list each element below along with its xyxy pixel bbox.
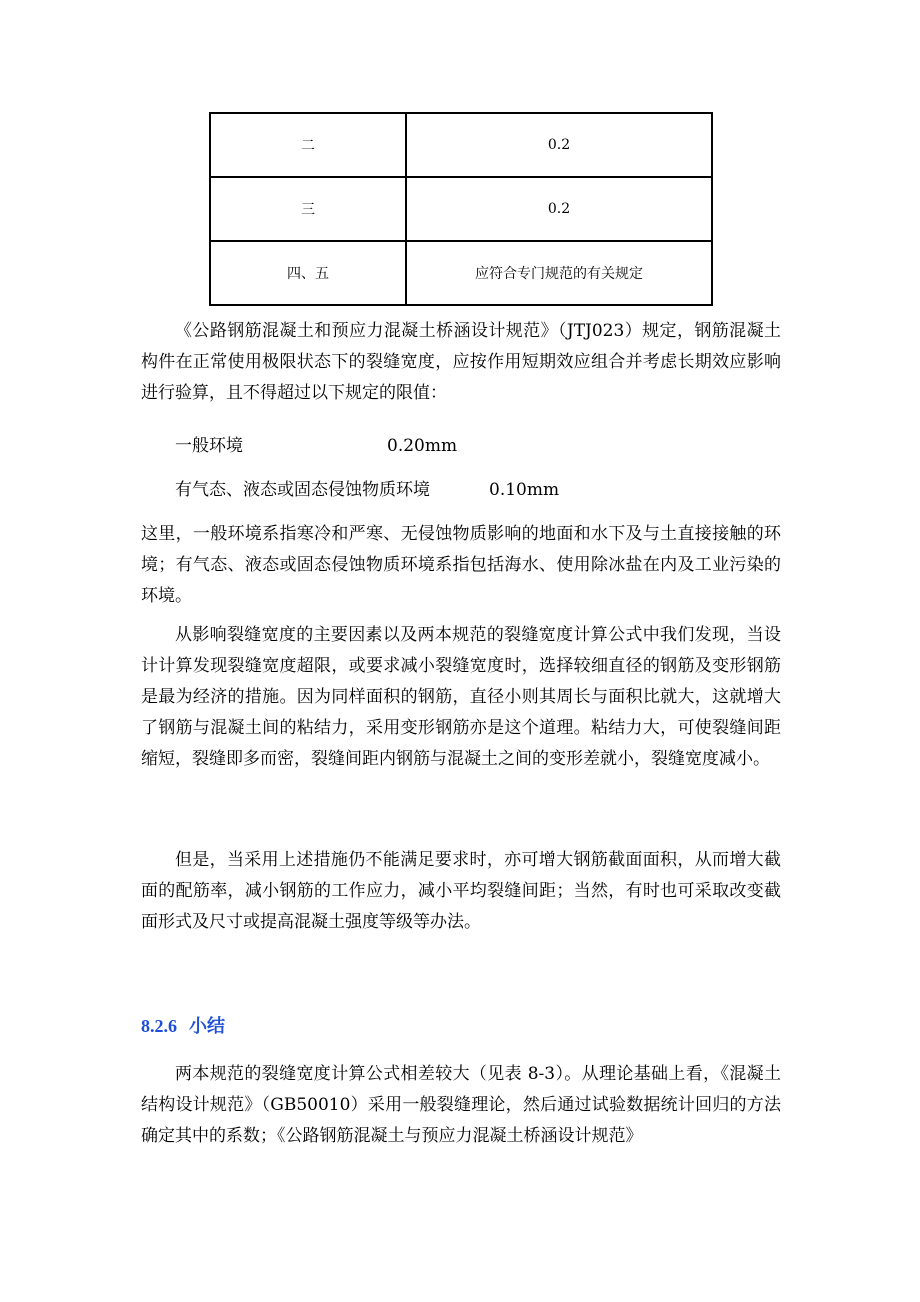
limit-label: 有气态、液态或固态侵蚀物质环境 bbox=[175, 480, 430, 500]
table-cell-limit: 0.2 bbox=[406, 177, 712, 241]
table-row bbox=[210, 241, 712, 305]
paragraph-additional-measures: 但是，当采用上述措施仍不能满足要求时，亦可增大钢筋截面面积，从而增大截面的配筋率，减小钢筋的工作应力，减小平均裂缝间距；当然，有时也可采取改变截面形式及尺寸或提高混凝土强度等级等办法。 bbox=[141, 850, 781, 932]
table-cell-grade: 四、五 bbox=[210, 241, 406, 305]
limit-corrosive-environment bbox=[175, 475, 560, 506]
crack-limit-table bbox=[209, 112, 713, 306]
limit-label: 一般环境 bbox=[175, 436, 243, 456]
table-row bbox=[210, 113, 712, 177]
table-row bbox=[210, 177, 712, 241]
section-heading bbox=[141, 1012, 225, 1038]
paragraph-environment-definition: 这里，一般环境系指寒冷和严寒、无侵蚀物质影响的地面和水下及与土直接接触的环境；有气态、液态或固态侵蚀物质环境系指包括海水、使用除冰盐在内及工业污染的环境。 bbox=[141, 524, 781, 606]
limit-value: 0.10mm bbox=[489, 480, 560, 500]
section-title: 小结 bbox=[189, 1016, 225, 1037]
table-cell-limit: 应符合专门规范的有关规定 bbox=[406, 241, 712, 305]
table-cell-limit: 0.2 bbox=[406, 113, 712, 177]
paragraph-summary: 两本规范的裂缝宽度计算公式相差较大（见表 8-3）。从理论基础上看，《混凝土结构设计规范》（GB50010）采用一般裂缝理论，然后通过试验数据统计回归的方法确定其中的系数；《公路钢筋混凝土与预应力混凝土桥涵设计规范》 bbox=[141, 1064, 781, 1146]
paragraph-reduce-crack-width: 从影响裂缝宽度的主要因素以及两本规范的裂缝宽度计算公式中我们发现，当设计计算发现裂缝宽度超限，或要求减小裂缝宽度时，选择较细直径的钢筋及变形钢筋是最为经济的措施。因为同样面积的钢筋，直径小则其周长与面积比就大，这就增大了钢筋与混凝土间的粘结力，采用变形钢筋亦是这个道理。粘结力大，可使裂缝间距缩短，裂缝即多而密，裂缝间距内钢筋与混凝土之间的变形差就小，裂缝宽度减小。 bbox=[141, 625, 781, 769]
limit-value: 0.20mm bbox=[387, 436, 458, 456]
table-cell-grade: 二 bbox=[210, 113, 406, 177]
paragraph-highway-code: 《公路钢筋混凝土和预应力混凝土桥涵设计规范》（JTJ023）规定，钢筋混凝土构件在正常使用极限状态下的裂缝宽度，应按作用短期效应组合并考虑长期效应影响进行验算，且不得超过以下规定的限值： bbox=[141, 321, 781, 403]
section-number: 8.2.6 bbox=[141, 1016, 177, 1036]
limit-general-environment bbox=[175, 431, 458, 462]
table-cell-grade: 三 bbox=[210, 177, 406, 241]
